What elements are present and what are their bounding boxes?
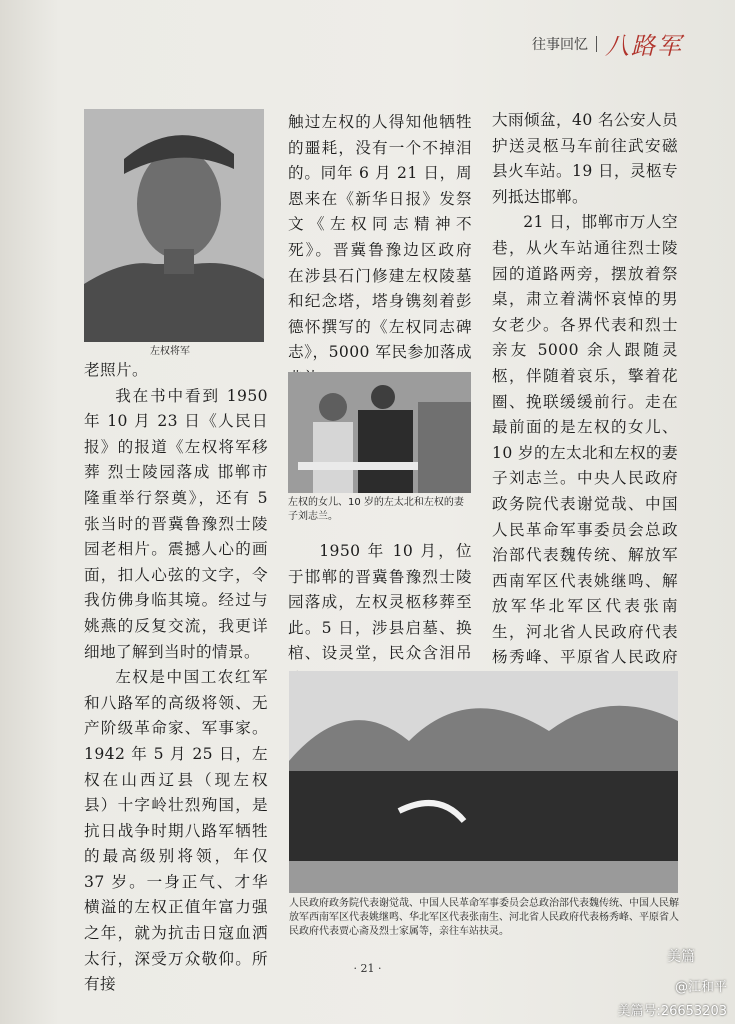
running-header [532, 26, 683, 61]
portrait-figure-drawing [84, 109, 264, 342]
text-column-3 [492, 108, 678, 722]
family-caption: 左权的女儿、10 岁的左太北和左权的妻子刘志兰。 [288, 497, 464, 522]
procession-photo-drawing [289, 671, 678, 893]
paragraph: 触过左权的人得知他牺牲的噩耗，没有一个不掉泪的。同年 6 月 21 日，周恩来在《新华日报》发祭文《左权同志精神不死》。晋冀鲁豫边区政府在涉县石门修建左权陵墓和纪念塔，塔身镌刻着彭德怀撰写的《左权同志碑志》，5000 军民参加落成 [288, 113, 472, 362]
paragraph: 21 日，邯郸市万人空巷，从火车站通往烈士陵园的道路两旁，摆放着祭桌，肃立着满怀哀悼的男女老少。各界代表和烈士亲友 5000 余人跟随灵柩，伴随着哀乐，擎着花圈、挽联缓缓前行。走在最前面的是左权的女儿、10 岁的左太北和左权的妻子刘志兰。中央人民政府政务院代表谢觉哉、中国人民革命军事委员会总政治部代表魏传统、解放军西南军区代表姚继鸣、解放军华北军区代表张南生，河北省人民政府代表杨秀峰、平原省人民政府 [492, 213, 678, 667]
paragraph: 我在书中看到 1950 年 10 月 23 日《人民日报》的报道《左权将军移葬 烈士陵园落成 邯郸市隆重举行祭奠》，还有 5 张当时的晋冀鲁豫烈士陵园老相片。震撼人心的画面，扣人心弦的文字，令我仿佛身临其境。经过与姚燕的反复交流，我更详细地了解到当时的情景。 [84, 386, 268, 661]
paragraph: 1950 年 10 月，位于邯郸的晋冀鲁豫烈士陵园落成，左权灵柩移葬至此。5 日，涉县启墓、换棺、设灵堂，民众含泪吊 [288, 542, 472, 663]
page-number: · 21 · [353, 962, 382, 975]
portrait-caption: 左权将军 [150, 346, 190, 357]
text-column-2b [288, 539, 472, 693]
header-divider [596, 36, 597, 52]
family-photo [288, 372, 471, 493]
procession-photo [289, 671, 678, 893]
paragraph: 老照片。 [84, 361, 148, 379]
paragraph: 大雨倾盆，40 名公安人员护送灵柩马车前往武安磁县火车站。19 日，灵柩专列抵达邯郸。 [492, 111, 678, 206]
paragraph: 左权是中国工农红军和八路军的高级将领、无产阶级革命家、军事家。1942 年 5 月 25 日，左权在山西辽县（现左权县）十字岭壮烈殉国，是抗日战争时期八路军牺牲的最高级别将领，年仅 37 岁。一身正气、才华横溢的左权正值年富力强之年，就为抗击日寇血洒太行，深受万众敬仰。所有接 [84, 668, 268, 994]
watermark-id: 美篇号:26653203 [617, 1004, 727, 1019]
watermark-app-logo: 美篇 [667, 949, 695, 965]
watermark-author: @江和平 [674, 980, 727, 995]
portrait-photo [84, 109, 264, 342]
header-section-label: 往事回忆 [532, 36, 588, 53]
family-photo-drawing [288, 372, 471, 493]
header-brand-logo: 八路军 [605, 32, 683, 60]
text-column-2 [288, 110, 472, 392]
text-column-1 [84, 358, 268, 998]
procession-caption: 人民政府政务院代表谢觉哉、中国人民革命军事委员会总政治部代表魏传统、中国人民解放军西南军区代表姚继鸣、华北军区代表张南生、河北省人民政府代表杨秀峰、平原省人民政府代表贾心斋及烈士家属等，亲往车站扶灵。 [289, 898, 679, 937]
